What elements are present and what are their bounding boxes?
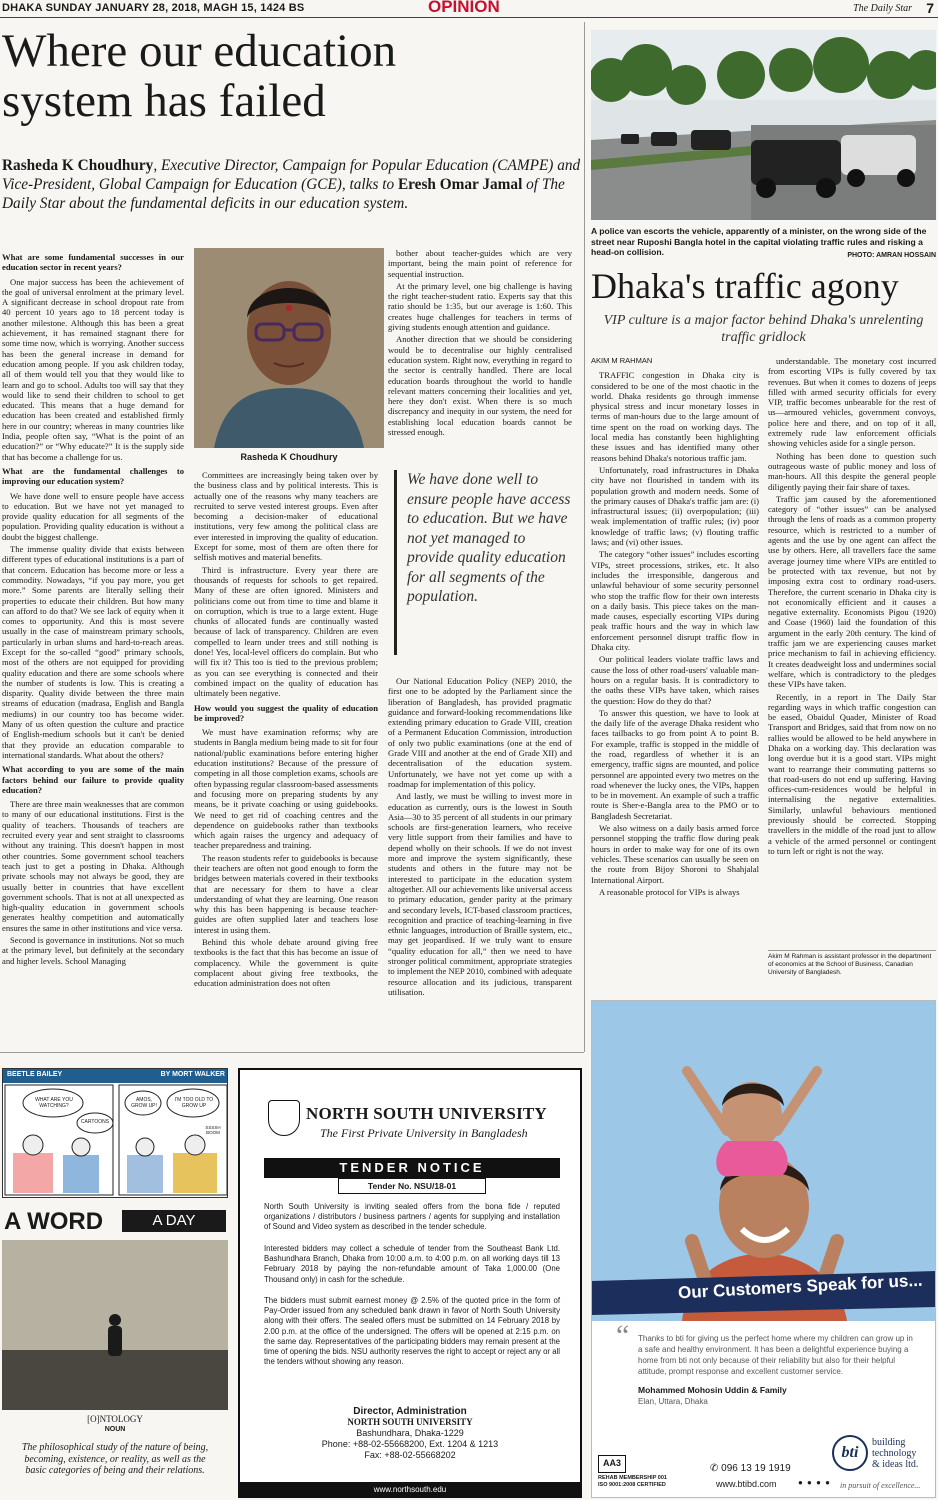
paragraph: Traffic jam caused by the aforementioned category of “other issues” can be analysed through the lens of roads as a common property resource, which is restricted to a number of agents and the use by one agent can affect the use by others. Here, all travellers face the same average journey time where VIPs are entitled to be protected with tax revenue, but not by imposing extra cost to ordinary road-users. Therefore, the current scenario in Dhaka city is not economically efficient and it causes a negative externality. Economists Pigou (1920) and Coase (1960) laid the foundation of this argument in the early 20th century. The kind of traffic jam we are experiencing causes market price mechanism to fail in achieving efficiency. It creates deadweight loss and undermines social welfare, which is contradictory to the pledges these VIPs have taken. — [768, 493, 936, 690]
bti-slogan-1: building — [872, 1437, 906, 1448]
tender-phone: Phone: +88-02-55668200, Ext. 1204 & 1213 — [321, 1439, 499, 1449]
deck-text-1: , Executive Director, Campaign for Popular Education (CAMPE) and Vice-President, Global Campaign for Education (GCE), talks to — [2, 157, 581, 193]
comic-bubble-5: SSSSH BOOM — [205, 1125, 221, 1135]
tender-website-link[interactable]: www.northsouth.edu — [240, 1482, 580, 1498]
ad-banner — [592, 1271, 936, 1315]
interview-question: What are some fundamental successes in our education sector in recent years? — [2, 252, 184, 273]
paragraph: Second is governance in institutions. Not so much at the primary level, but definitely at the secondary and higher levels. School Managing — [2, 935, 184, 966]
dateline: DHAKA SUNDAY JANUARY 28, 2018, MAGH 15, 1424 BS — [2, 2, 305, 14]
ad-iso: ISO 9001:2008 CERTIFIED — [598, 1482, 666, 1488]
pull-quote: We have done well to ensure people have access to education. But we have not yet managed to provide quality education for all segments of the population. — [394, 470, 574, 655]
column-divider — [584, 22, 585, 1052]
paragraph: To answer this question, we have to look at the daily life of the average Dhaka resident who faces tailbacks to go from point A to point B. For example, traffic is stopped in the middle of the road, regardless of whether it is an emergency, traffic signs are mounted, and police personnel are appointed every two metres on the road whenever the lucky ones, the VIPs, happen to be in movement. An example of such a traffic route is Sher-e-Bangla area to the PMO or to Bangladesh Secretariat. — [591, 707, 759, 821]
comic-bubble-2: CARTOONS — [80, 1119, 110, 1125]
traffic-column-2 — [768, 356, 936, 946]
interview-deck — [2, 156, 582, 213]
paragraph: Our National Education Policy (NEP) 2010, the first one to be adopted by the Parliament since the liberation of Bangladesh, has provided pragmatic guidance and forward-looking recommendations like extending primary education to Grade VIII, creation of a Permanent Education Commission, introduction of only two public examinations (one at the end of Grade VIII and another at the end of Grade XII) and decentralisation of the education system. Unfortunately, we have not yet come up with a roadmap for implementation of this policy. — [388, 676, 572, 789]
tender-director: Director, Administration — [353, 1406, 467, 1417]
bti-advertisement — [591, 1000, 936, 1498]
traffic-column-1-body — [591, 370, 759, 897]
bti-slogan-3: & ideas ltd. — [872, 1459, 919, 1470]
interview-question: What are the fundamental challenges to improving our education system? — [2, 465, 184, 487]
interviewee-photo-caption: Rasheda K Choudhury — [240, 452, 338, 462]
traffic-headline: Dhaka's traffic agony — [591, 266, 899, 306]
word-a-day-image — [2, 1240, 228, 1410]
tender-paragraph-3: The bidders must submit earnest money @ 2.5% of the quoted price in the form of Pay-Order issued from any scheduled bank drawn in favor of North South University along with their offers. The sealed offers must be submitted on 14 February 2018 by 2.00 p.m. at the office of the undersigned. The offers will be opened at 2:15 p.m. on the same day. Representatives of the participating bidders may remain present at the time of opening the bids. NSU authority reserves the right to accept or reject any or all the tenders without showing any reason. — [264, 1296, 560, 1367]
paragraph: At the primary level, one big challenge is having the right teacher-student ratio. Experts say that this ratio should be 1:35, but our average is 1:60. This creates huge challenges for teachers in terms of giving students enough attention and guidance. — [388, 280, 572, 333]
masthead — [0, 0, 938, 18]
comic-bubble-4: I'M TOO OLD TO GROW UP — [174, 1097, 214, 1109]
paragraph: Nothing has been done to question such outrageous waste of public money and loss of man-hours. All this despite the general people diligently paying their fair share of taxes. — [768, 450, 936, 492]
tender-university: NORTH SOUTH UNIVERSITY — [347, 1417, 473, 1427]
quote-mark-icon: “ — [616, 1319, 630, 1352]
ad-testimonial: Thanks to bti for giving us the perfect home where my children can grow up in a safe and healthy environment. It has been a delightful experience buying a home from bti not only because of their reliability but also for their helpful attitude, prompt response and excellent customer service. — [638, 1334, 913, 1376]
ad-rehab: REHAB MEMBERSHIP 001 — [598, 1475, 667, 1481]
interview-question: How would you suggest the quality of education be improved? — [194, 702, 378, 723]
paragraph: The category “other issues” includes escorting VIPs, street processions, strikes, etc. It also includes the irresponsible, dangerous and unlawful behaviour of some security personnel who stop the traffic flow for their own interests on a daily basis. This piece takes on the man-made causes, especially escorting VIPs during peak traffic hours and the way in which law enforcement personnel disrupt traffic flow in Dhaka city. — [591, 549, 759, 653]
ad-certifications — [598, 1475, 667, 1489]
bti-slogan-2: technology — [872, 1448, 917, 1459]
ad-website-link[interactable]: www.btibd.com — [716, 1479, 777, 1489]
paragraph: Unfortunately, road infrastructures in Dhaka city have not flourished in tandem with its population growth and modern needs. Some of the primary causes of Dhaka's traffic jam are: (i) infrastructural issues; (ii) overpopulation; (iii) weak implementation of traffic rules; (iv) poor knowledge of traffic laws; (v) flouting traffic laws; and (vi) other issues. — [591, 464, 759, 548]
bti-motto: in pursuit of excellence... — [840, 1481, 921, 1490]
comic-bubble-3: AMOS, GROW UP! — [131, 1097, 157, 1109]
section-divider — [0, 1052, 584, 1053]
tender-notice-ad — [238, 1068, 582, 1498]
comic-title: BEETLE BAILEY — [7, 1071, 63, 1078]
interview-column-2 — [194, 470, 378, 1040]
paragraph: One major success has been the achievement of the goal of universal enrolment at the primary level. A significant decrease in school dropout rate from 40 percent 10 years ago to 18 percent today is another milestone. Although this has been a great achievement, it has remained stagnant there for some time now, which is worrying. Another success has been the general increase in demand for education among people. If you ask children today, all of them would tell you that they would like to learn and go to school. Adults too will say that they would like to send their children to school to get educated. This means that a huge demand for education has been created and established firmly here in our country; whereas in many countries like India, people often say, “What is the point of an education?” or “Why educate?” It is the supply side that has become a challenge for us. — [2, 276, 184, 462]
paragraph: Another direction that we should be considering would be to decentralise our highly centralised education system. Right now, everything in regard to the sector is centrally handled. There are local education boards throughout the world to handle relevant matters concerning their localities and yet, here they don't exist. When there is so much discrepancy and inequity in our system, the need for establishing local education boards cannot be stressed enough. — [388, 334, 572, 438]
tender-fax: Fax: +88-02-55668202 — [364, 1450, 456, 1460]
deck-text-2: of The Daily Star about the fundamental deficits in our education system. — [2, 176, 565, 212]
traffic-byline: AKIM M RAHMAN — [591, 356, 653, 365]
bti-slogan — [872, 1437, 918, 1470]
phone-icon: ✆ — [710, 1463, 722, 1474]
page-number: 7 — [926, 0, 934, 16]
word-part-of-speech: NOUN — [104, 1426, 126, 1433]
paragraph: Behind this whole debate around giving free textbooks is the fact that this has become an issue of complacency. While the government is quite complacent about giving free textbooks, the education administration does not often — [194, 937, 378, 989]
bti-logo: bti — [832, 1435, 868, 1471]
traffic-author-note: Akim M Rahman is assistant professor in the department of economics at the School of Business, Canadian University of Bangladesh. — [768, 950, 936, 977]
headline-line-2: system has failed — [2, 75, 326, 127]
paragraph: understandable. The monetary cost incurred from escorting VIPs is fully covered by tax revenues. But when it comes to dozens of jeeps filled with armed security officials for every VIP, traffic becomes unbearable for the rest of us—armoured vehicles, government convoys, police here and there, and on top of it all, extremely rude law enforcement officials showing vehicles aside for a single person. — [768, 356, 936, 449]
paragraph: There are three main weaknesses that are common to many of our educational institutions. First is the quality of teachers. Thousands of teachers are recruited every year and sent straight to classrooms without any training. This doesn't happen in most other countries. Some government school teachers teach just to get a posting in Dhaka. Although private schools may not always be good, they are usually better in countries that have excellent government schools. That is not at all unexpected as high-quality education in government schools generates healthy competition and automatically ensures the same in other institutions and vice versa. — [2, 799, 184, 933]
tender-contact — [240, 1406, 580, 1461]
word-a-day-header — [2, 1206, 228, 1236]
interviewee-photo — [194, 248, 384, 448]
paragraph: The immense quality divide that exists between different types of educational institutions is a part of that concern. Education has become more or less a commodity. Nowadays, “if you pay more, you get more.” Some parents are literally selling their properties to educate their children. But how many can afford to do that? We see lack of equity when it comes to opportunity. And this is most severe usually in the case of mainstream primary schools, particularly in urban slums and hard-to-reach areas. Except for the so-called “good” primary schools, most of the others are not equipped for providing quality education and there are some schools where the number of students is low. This is creating a disparity. Quality divide between the three main streams of education (madrasa, English and Bangla mediums) in our country too has become wider. Many of us often question the culture and practice of English-medium schools but it can't be denied that they provide an education comparable to international standards. What about the others? — [2, 544, 184, 760]
comic-bubble-1: WHAT ARE YOU WATCHING? — [35, 1097, 73, 1109]
tender-paragraph-2: Interested bidders may collect a schedule of tender from the Southeast Bank Ltd. Bashundhara Branch, Dhaka from 10:00 a.m. to 4:00 p.m. on all working days till 13 February 2018 by paying the non-refundable amount of Taka 1,000.00 (One Thousand only) in cash for the schedule. — [264, 1244, 560, 1284]
interview-column-3-bottom — [388, 676, 572, 1040]
paragraph: The reason students refer to guidebooks is because their teachers are often not good enough to form the bridges between materials covered in their textbooks that are necessary for them to have a clear understanding of what they are learning. One reason why this has been happening is because teacher-guides are often supplied later and teachers lose interest in using them. — [194, 852, 378, 935]
nsu-name: NORTH SOUTH UNIVERSITY — [306, 1104, 547, 1123]
ad-phone — [710, 1463, 791, 1474]
social-icons[interactable]: ● ● ● ● — [798, 1478, 831, 1487]
comic-header — [3, 1069, 228, 1083]
tender-address: Bashundhara, Dhaka-1229 — [356, 1428, 464, 1438]
word-definition: The philosophical study of the nature of being, becoming, existence, or reality, as well as the basic categories of being and their relations. — [21, 1442, 209, 1476]
paragraph: bother about teacher-guides which are very important, being the main point of reference for sequential instruction. — [388, 248, 572, 279]
traffic-column-1 — [591, 356, 759, 972]
interview-column-1 — [2, 248, 184, 1040]
traffic-photo — [591, 30, 936, 220]
traffic-photo-credit: PHOTO: AMRAN HOSSAIN — [847, 252, 936, 259]
word-term: [O]NTOLOGY — [87, 1414, 143, 1424]
ad-banner-text: Our Customers Speak for us... — [677, 1270, 923, 1303]
section-title: OPINION — [428, 0, 500, 16]
tender-number: Tender No. NSU/18-01 — [338, 1178, 486, 1194]
traffic-photo-caption: A police van escorts the vehicle, apparently of a minister, on the wrong side of the street near Ruposhi Bangla hotel in the capital violating traffic rules and risking a head-on collision. — [591, 226, 927, 257]
traffic-photo-illustration — [591, 30, 936, 220]
word-b-label: A DAY — [122, 1210, 226, 1232]
deck-name-1: Rasheda K Choudhury — [2, 157, 154, 174]
brand-name: The Daily Star — [853, 3, 912, 14]
ad-phone-number: 096 13 19 1919 — [721, 1463, 791, 1474]
paragraph: Committees are increasingly being taken over by the business class and by political interests. This is actually one of the reasons why many teachers are recruited to serve vested interest groups. Even after becoming a decision-maker of educational institutions, very few among the political class are ever interested in improving the quality of education. Except for some, most of them are often there for selfish motives and material benefits. — [194, 470, 378, 563]
paragraph: Third is infrastructure. Every year there are thousands of requests for schools to get repaired. Many of these are often ignored. Ministers and politicians come out from time to time and blame it on corruption, which is true to a large extent. Huge chunks of allocated funds are continually wasted because of lack of transparency. Children are even compelled to learn under trees and still nothing is done! Yes, local-level officers do complain. But who will fix it? This too is tied to the previous problem; as you can see everything is connected and their combined impact on the quality of education has ultimately been negative. — [194, 564, 378, 699]
silhouette-illustration — [2, 1240, 228, 1410]
paragraph: Our political leaders violate traffic laws and cause the loss of other road-users' valuable man-hours on a regular basis. It is contradictory to the oaths these VIPs have taken, which raises the question: How do they do that? — [591, 654, 759, 706]
paragraph: We also witness on a daily basis armed force personnel stopping the traffic flow during peak hours in order to make way for one of its own vehicles. These scenarios can usually be seen on the route from Bijoy Shoroni to Shahjalal International Airport. — [591, 823, 759, 885]
comic-author: BY MORT WALKER — [160, 1071, 225, 1078]
comic-strip — [2, 1068, 228, 1198]
ad-testimonial-location: Elan, Uttara, Dhaka — [638, 1397, 708, 1406]
paragraph: TRAFFIC congestion in Dhaka city is considered to be one of the most chaotic in the world. Dhaka residents go through immense physical stress and incur monetary losses in terms of man-hours due to the large amount of time spent on the road on working days. The local media has constantly been highlighting these issues and has identified many other reasons behind Dhaka's notorious traffic jam. — [591, 370, 759, 463]
shield-logo-icon — [268, 1100, 300, 1136]
paragraph: We have done well to ensure people have access to education. But we have not yet managed to provide quality education for all segments of the population. Providing quality education is without a doubt the biggest challenge. — [2, 490, 184, 542]
paragraph: A reasonable protocol for VIPs is always — [599, 886, 740, 897]
deck-name-2: Eresh Omar Jamal — [397, 176, 523, 193]
interview-headline — [2, 26, 582, 126]
paragraph: Recently, in a report in The Daily Star regarding ways in which traffic congestion can be eased, Obaidul Quader, Minister of Road Transport and Bridges, said that from now on no rallies would be allowed to be held anywhere in Dhaka on a working day. This declaration was long overdue but it is a good start. VIPs might want to rearrange their commuting patterns so that road-users do not end up suffering. Having offices-cum-residences would be helpful in internalising the negative externalities. Similarly, unlawful behaviours mentioned previously should be corrected. Stopping travellers in the middle of the road just to allow a vehicle of the armed personnel or contingent to turn left or right is not the way. — [768, 691, 936, 856]
word-a-label: A WORD — [4, 1208, 104, 1235]
tender-paragraph-1: North South University is inviting sealed offers from the bona fide / reputed organizations / distributors / business partners / agents for supplying and installation of Sound and Video system as described in the tender schedule. — [264, 1202, 560, 1232]
traffic-deck: VIP culture is a major factor behind Dhaka's unrelenting traffic gridlock — [603, 313, 924, 345]
ad-testimonial-name: Mohammed Mohosin Uddin & Family — [638, 1385, 787, 1395]
portrait-illustration — [194, 248, 384, 448]
paragraph: We must have examination reforms; why are students in Bangla medium being made to sit for four national/public examinations before entering higher education institutions? Because of the pressure of competing in all those completion exams, schools are often bypassing regular classroom-based assessments and focusing more on preparing students by any means, be it private coaching or using guidebooks. We need to get rid of coaching centres and the dependence on guidebooks rather than textbooks which again raises the urgency and adequacy of teacher preparedness and training. — [194, 727, 378, 851]
headline-line-1: Where our education — [2, 25, 397, 77]
rehab-logo-icon: AA3 — [598, 1455, 626, 1473]
tender-title: TENDER NOTICE — [264, 1158, 560, 1178]
interview-column-3-top — [388, 248, 572, 458]
traffic-column-2-body — [768, 356, 936, 856]
paragraph: And lastly, we must be willing to invest more in education as currently, ours is the lowest in South Asia—30 to 35 percent of all students in our primary schools are first-generation learners, who receive very little support from their families and have to depend wholly on their schools. If we do not invest more and improve the system significantly, these students and others in the future may not be interested to participate in the education system altogether. All our achievements like universal access to primary education, gender parity at the primary and secondary levels, ICT-based classroom practices, recognition and practice of teaching-learning in five ethnic languages, introduction of Braille system, etc., may get jeopardised. If we truly want to ensure “quality education for all,” then we need to have stronger political commitment, appropriate strategies to implement the NEP 2010, combined with adequate resource allocation and its judicious, transparent utilisation. — [388, 791, 572, 997]
interview-question: What according to you are some of the main factors behind our failure to provide quality education? — [2, 764, 184, 795]
nsu-tagline: The First Private University in Bangladesh — [320, 1126, 528, 1140]
